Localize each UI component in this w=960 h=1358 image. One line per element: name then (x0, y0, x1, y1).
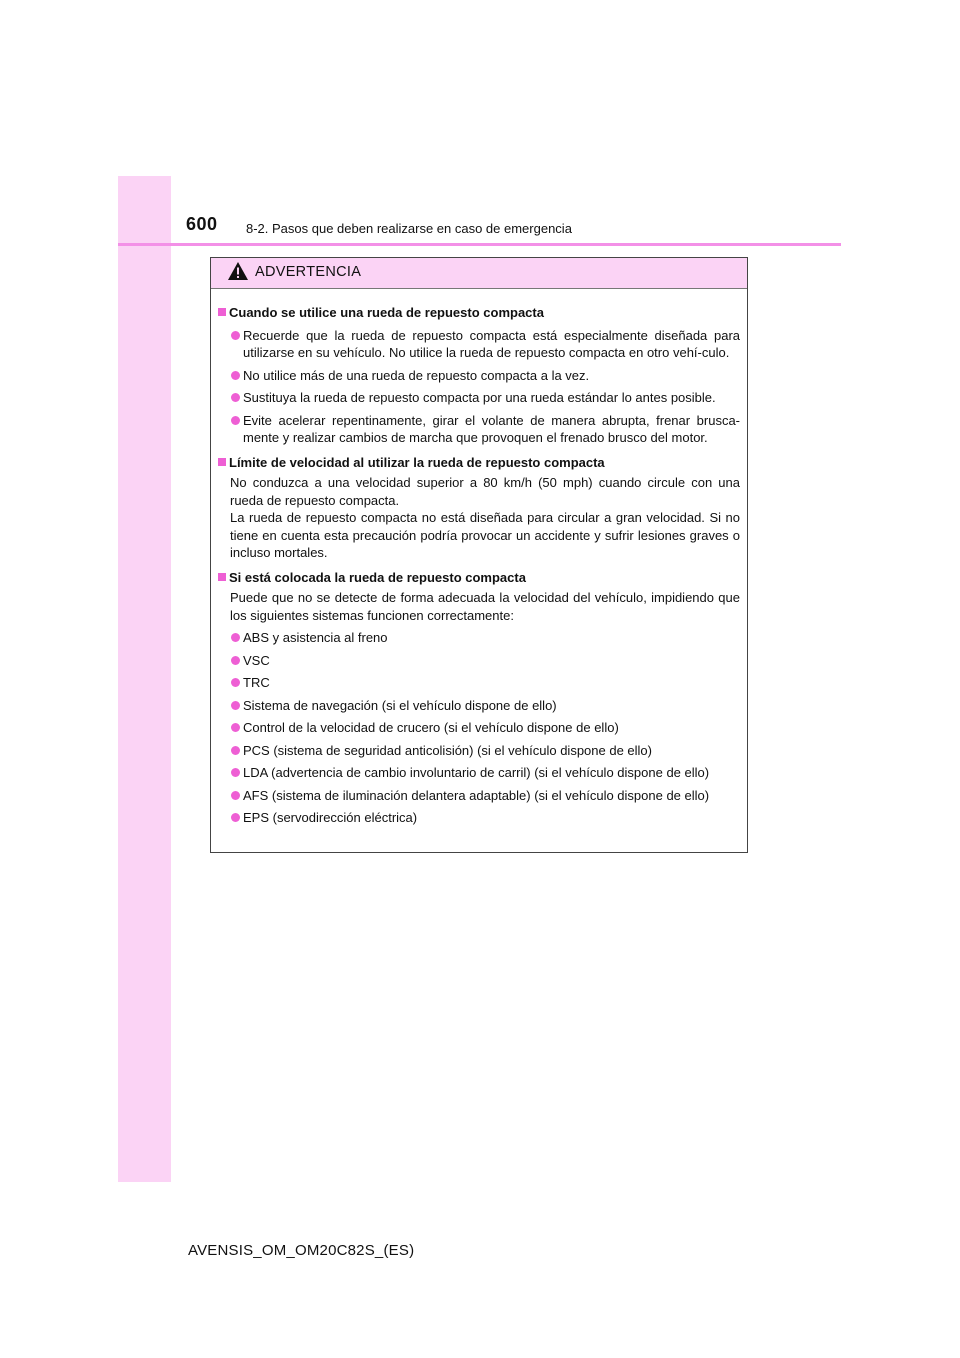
list-item-text: VSC (243, 652, 270, 668)
paragraph: Puede que no se detecte de forma adecuada la velocidad del vehículo, impidiendo que los siguientes sistemas funcionen correctamente: (230, 590, 740, 623)
list-item (216, 719, 740, 737)
bullet-dot-icon (231, 791, 240, 800)
list-item (216, 674, 740, 692)
section-heading: Si está colocada la rueda de repuesto compacta (216, 569, 740, 587)
warning-title: ADVERTENCIA (255, 264, 362, 280)
warning-triangle-icon (227, 261, 249, 281)
bullet-dot-icon (231, 393, 240, 402)
list-item-text: Sistema de navegación (si el vehículo dispone de ello) (243, 697, 557, 713)
document-code: AVENSIS_OM_OM20C82S_(ES) (188, 1242, 415, 1259)
list-item (216, 764, 740, 782)
bullet-dot-icon (231, 416, 240, 425)
warning-header (211, 258, 747, 289)
header-rule (118, 243, 841, 246)
bullet-dot-icon (231, 633, 240, 642)
warning-body (211, 289, 747, 827)
section-heading: Cuando se utilice una rueda de repuesto compacta (216, 304, 740, 322)
list-item (216, 389, 740, 407)
list-item-text: EPS (servodirección eléctrica) (243, 810, 418, 825)
list-item (216, 629, 740, 647)
bullet-dot-icon (231, 371, 240, 380)
list-item-text: No utilice más de una rueda de repuesto compacta a la vez. (243, 367, 590, 383)
list-item (216, 652, 740, 670)
section-title: 8-2. Pasos que deben realizarse en caso de emergencia (246, 221, 572, 236)
bullet-dot-icon (231, 746, 240, 755)
warning-box (210, 257, 748, 853)
list-item (216, 412, 740, 447)
list-item-text: Control de la velocidad de crucero (si el vehículo dispone de ello) (243, 720, 619, 735)
list-item-text: PCS (sistema de seguridad anticolisión) (si el vehículo dispone de ello) (243, 742, 652, 758)
bullet-dot-icon (231, 701, 240, 710)
list-item (216, 327, 740, 362)
list-item (216, 697, 740, 715)
list-item (216, 367, 740, 385)
list-item-text: Evite acelerar repentinamente, girar el volante de manera abrupta, frenar brusca-mente y realizar cambios de marcha que provoquen el frenado brusco del motor. (243, 412, 740, 445)
list-item-text: ABS y asistencia al freno (243, 630, 388, 645)
list-item-text: TRC (243, 675, 270, 690)
list-item (216, 742, 740, 760)
list-item (216, 809, 740, 827)
list-item-text: Sustituya la rueda de repuesto compacta por una rueda estándar lo antes posible. (243, 390, 716, 405)
list-item-text: AFS (sistema de iluminación delantera adaptable) (si el vehículo dispone de ello) (243, 787, 710, 803)
bullet-dot-icon (231, 331, 240, 340)
list-item-text: Recuerde que la rueda de repuesto compacta está especialmente diseñada para utilizarse en su vehículo. No utilice la rueda de repuesto compacta en otro vehí-culo. (243, 327, 740, 360)
bullet-dot-icon (231, 768, 240, 777)
bullet-dot-icon (231, 678, 240, 687)
section-heading: Límite de velocidad al utilizar la rueda de repuesto compacta (216, 454, 740, 472)
page-number: 600 (186, 214, 218, 234)
list-item-text: LDA (advertencia de cambio involuntario de carril) (si el vehículo dispone de ello) (243, 765, 710, 780)
bullet-dot-icon (231, 723, 240, 732)
list-item (216, 787, 740, 805)
side-tab (118, 176, 171, 1182)
paragraph: La rueda de repuesto compacta no está diseñada para circular a gran velocidad. Si no tiene en cuenta esta precaución podría provocar un accidente y sufrir lesiones graves o incluso mortales. (230, 510, 740, 560)
bullet-dot-icon (231, 813, 240, 822)
bullet-dot-icon (231, 656, 240, 665)
paragraph: No conduzca a una velocidad superior a 80 km/h (50 mph) cuando circule con una rueda de repuesto compacta. (230, 475, 740, 508)
